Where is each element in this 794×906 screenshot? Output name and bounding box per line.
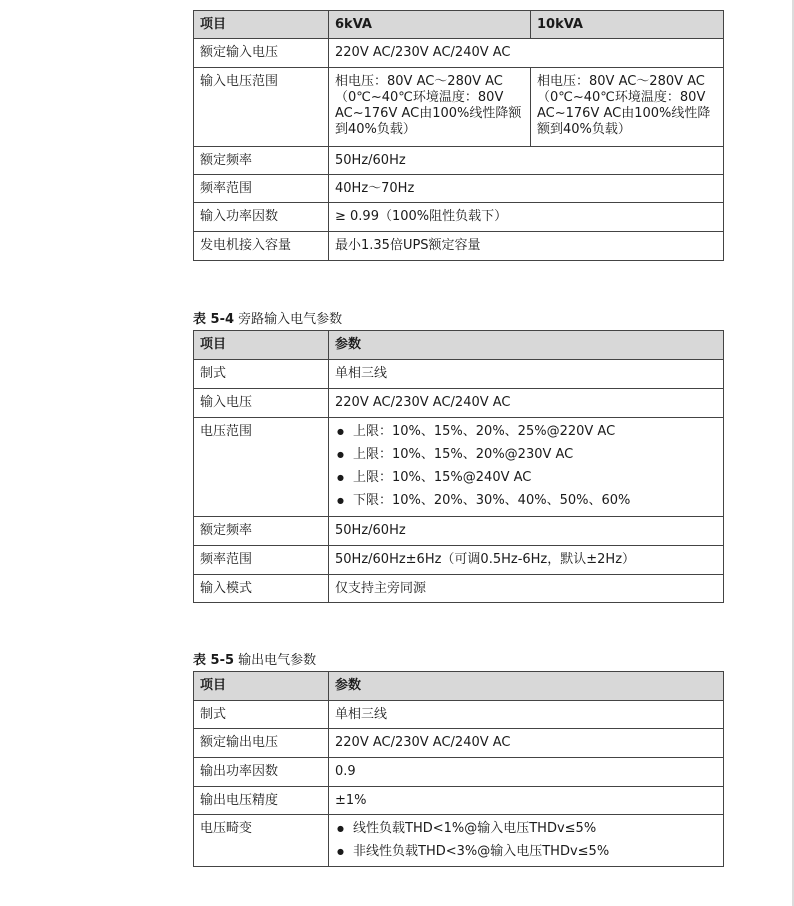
list-item: ● 下限：10%、20%、30%、40%、50%、60% [335, 489, 717, 512]
list-item: ● 非线性负载THD<3%@输入电压THDv≤5% [335, 840, 717, 863]
bypass-input-table [193, 330, 724, 603]
text-line: （0℃~40℃环境温度：80V [537, 90, 706, 105]
caption-title: 旁路输入电气参数 [238, 312, 343, 327]
table-header-row [194, 672, 724, 701]
item-cell: 输入模式 [194, 575, 329, 603]
list-item: ● 上限：10%、15%、20%、25%@220V AC [335, 420, 717, 443]
table-row [194, 546, 724, 575]
header-cell: 6kVA [329, 11, 531, 39]
table-caption [193, 649, 316, 668]
table-row [194, 517, 724, 546]
bullet-list [335, 420, 717, 512]
item-cell: 制式 [194, 701, 329, 729]
table-row [194, 418, 724, 517]
table-row [194, 729, 724, 758]
list-item: ● 上限：10%、15%@240V AC [335, 466, 717, 489]
text-line: AC~176V AC由100%线性降额 [335, 106, 522, 121]
value-cell: 50Hz/60Hz±6Hz（可调0.5Hz-6Hz，默认±2Hz） [329, 546, 724, 575]
text-line: （0℃~40℃环境温度：80V [335, 90, 504, 105]
input-params-table [193, 10, 724, 261]
header-cell: 参数 [329, 672, 724, 701]
table-row [194, 232, 724, 261]
header-cell: 项目 [194, 331, 329, 360]
value-cell: 220V AC/230V AC/240V AC [329, 729, 724, 758]
value-cell: 50Hz/60Hz [329, 517, 724, 546]
item-cell: 输出电压精度 [194, 787, 329, 815]
item-cell: 额定输出电压 [194, 729, 329, 758]
table-header-row [194, 11, 724, 39]
value-cell: 0.9 [329, 758, 724, 787]
item-cell: 输出功率因数 [194, 758, 329, 787]
header-cell: 10kVA [531, 11, 724, 39]
item-cell: 额定频率 [194, 517, 329, 546]
value-cell: ≥ 0.99（100%阻性负载下） [329, 203, 724, 232]
bullet-list [335, 817, 717, 863]
item-cell: 制式 [194, 360, 329, 389]
caption-number: 表 5-5 [193, 653, 235, 668]
list-item: ● 上限：10%、15%、20%@230V AC [335, 443, 717, 466]
text-line: 到40%负载） [335, 122, 416, 137]
table-row [194, 701, 724, 729]
table-row [194, 39, 724, 68]
item-cell: 电压畸变 [194, 815, 329, 867]
item-cell: 电压范围 [194, 418, 329, 517]
value-cell: 最小1.35倍UPS额定容量 [329, 232, 724, 261]
value-cell [329, 815, 724, 867]
value-cell-6kva [329, 68, 531, 147]
item-cell: 输入功率因数 [194, 203, 329, 232]
table-row [194, 815, 724, 867]
table-row [194, 389, 724, 418]
value-cell: 50Hz/60Hz [329, 147, 724, 175]
value-cell: 220V AC/230V AC/240V AC [329, 389, 724, 418]
value-cell [329, 418, 724, 517]
value-cell: ±1% [329, 787, 724, 815]
value-cell: 单相三线 [329, 360, 724, 389]
value-cell: 40Hz～70Hz [329, 175, 724, 203]
caption-number: 表 5-4 [193, 312, 235, 327]
table-row [194, 360, 724, 389]
text-line: AC~176V AC由100%线性降 [537, 106, 711, 121]
table-row [194, 147, 724, 175]
item-cell: 额定频率 [194, 147, 329, 175]
table-caption [193, 308, 342, 327]
table-row [194, 68, 724, 147]
item-cell: 发电机接入容量 [194, 232, 329, 261]
text-line: 相电压：80V AC～280V AC [537, 74, 705, 89]
text-line: 相电压：80V AC～280V AC [335, 74, 503, 89]
table-header-row [194, 331, 724, 360]
header-cell: 参数 [329, 331, 724, 360]
item-cell: 输入电压范围 [194, 68, 329, 147]
output-params-table [193, 671, 724, 867]
text-line: 额到40%负载） [537, 122, 631, 137]
value-cell-10kva [531, 68, 724, 147]
item-cell: 频率范围 [194, 546, 329, 575]
table-row [194, 758, 724, 787]
table-row [194, 175, 724, 203]
item-cell: 输入电压 [194, 389, 329, 418]
value-cell: 仅支持主旁同源 [329, 575, 724, 603]
table-row [194, 203, 724, 232]
table-row [194, 787, 724, 815]
value-cell: 单相三线 [329, 701, 724, 729]
header-cell: 项目 [194, 11, 329, 39]
header-cell: 项目 [194, 672, 329, 701]
list-item: ● 线性负载THD<1%@输入电压THDv≤5% [335, 817, 717, 840]
table-row [194, 575, 724, 603]
item-cell: 额定输入电压 [194, 39, 329, 68]
caption-title: 输出电气参数 [238, 653, 317, 668]
item-cell: 频率范围 [194, 175, 329, 203]
value-cell: 220V AC/230V AC/240V AC [329, 39, 724, 68]
